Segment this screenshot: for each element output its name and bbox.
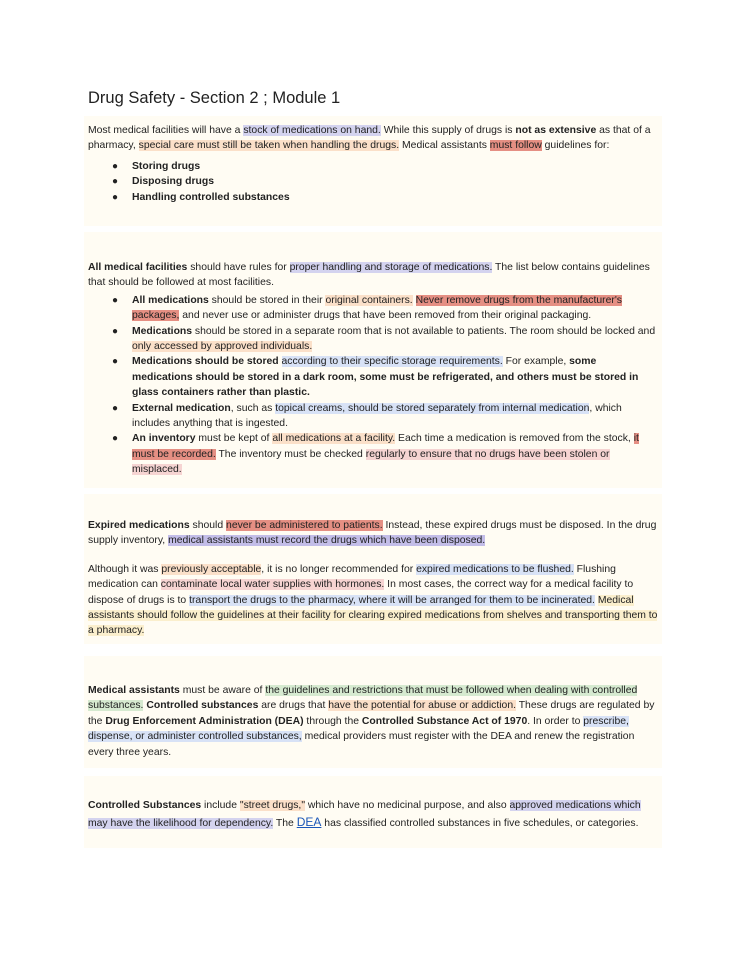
text: as that of a pharmacy, (88, 125, 651, 152)
list-item (112, 401, 656, 432)
text: include (201, 800, 240, 811)
dea-link[interactable]: DEA (296, 815, 322, 829)
list-item (112, 293, 656, 324)
text: For example, (502, 356, 570, 368)
highlight: all medications at a facility. (272, 433, 396, 445)
text: which have no medicinal purpose, and also (305, 800, 510, 811)
highlight: according to their specific storage requirements. (281, 356, 503, 368)
highlight: medical assistants must record the drugs which have been disposed. (168, 535, 486, 547)
bold-text: All medications (132, 294, 209, 306)
bold-text: Controlled Substances (88, 800, 202, 811)
highlight: it must be recorded. (132, 433, 639, 460)
page-title: Drug Safety - Section 2 ; Module 1 (88, 89, 341, 107)
highlight: Never remove drugs from the manufacturer's packages, (132, 294, 623, 322)
highlight: proper handling and storage of medications. (289, 262, 493, 273)
highlight: prescribe, dispense, or administer controlled substances, (88, 715, 629, 743)
rules-list (112, 293, 656, 478)
flushing-paragraph (88, 562, 658, 639)
highlight: regularly to ensure that no drugs have been stolen or misplaced. (132, 448, 610, 476)
list-item-label: Handling controlled substances (132, 191, 290, 203)
highlight: "street drugs," (239, 800, 306, 811)
bold-text: Medical assistants (88, 685, 180, 696)
rules-section (84, 232, 662, 488)
rules-paragraph (88, 260, 658, 291)
text: must be kept of (195, 433, 273, 445)
text: Medications should be stored (132, 356, 282, 368)
intro-paragraph (88, 123, 658, 154)
bold-text: All medical facilities (88, 262, 188, 273)
bold-text: Controlled Substance Act of 1970 (361, 715, 528, 727)
text: Each time a medication is removed from the stock, (395, 433, 634, 445)
text: , such as (230, 402, 276, 414)
bullet-icon: ● (112, 356, 119, 368)
text: should be stored in a separate room that is not available to patients. The room should be locked and (192, 325, 656, 337)
text: Flushing medication can (88, 563, 616, 591)
bullet-icon: ● (112, 160, 119, 172)
text: through the (303, 715, 362, 727)
text: The (273, 818, 297, 829)
list-item (112, 324, 656, 355)
controlled-section (84, 656, 662, 768)
bullet-icon: ● (112, 294, 119, 306)
text: should (189, 520, 227, 531)
text: medical providers must register with the DEA and renew the registration every three years. (88, 731, 635, 758)
highlight: contaminate local water supplies with hormones. (160, 579, 385, 591)
highlight: only accessed by approved individuals. (132, 341, 313, 353)
highlight: never be administered to patients. (226, 520, 383, 531)
highlight: approved medications which may have the likelihood for dependency. (88, 800, 641, 829)
text: The list below contains guidelines that should be followed at most facilities. (88, 262, 650, 289)
highlight: Medical assistants should follow the guidelines at their facility for clearing expired medications from shelves and transporting them to a pharmacy. (88, 594, 658, 637)
text: . In order to (527, 715, 584, 727)
bold-text: External medication (132, 402, 231, 414)
text: are drugs that (258, 700, 329, 712)
bold-text: Expired medications (88, 520, 190, 531)
list-item (112, 354, 656, 400)
text: In most cases, the correct way for a medical facility to dispose of drugs is to (88, 579, 634, 606)
text: Medical assistants (399, 140, 490, 152)
highlight: expired medications to be flushed. (416, 563, 574, 575)
text: has classified controlled substances in five schedules, or categories. (321, 818, 639, 829)
schedules-section (84, 776, 662, 848)
text: guidelines for: (541, 140, 610, 152)
text: These drugs are regulated by the (88, 700, 655, 727)
bullet-icon: ● (112, 176, 119, 188)
expired-paragraph (88, 518, 658, 549)
highlight: the guidelines and restrictions that must be followed when dealing with controlled substances. (88, 685, 638, 712)
bullet-icon: ● (112, 402, 119, 414)
highlight: previously acceptable (161, 563, 262, 575)
expired-section (84, 494, 662, 644)
text: Although it was (88, 563, 162, 575)
highlight: have the potential for abuse or addiction. (328, 700, 516, 712)
bold-text: some medications should be stored in a dark room, some must be refrigerated, and others must be stored in glass containers rather than plastic. (132, 356, 639, 399)
text: and never use or administer drugs that have been removed from their original packaging. (179, 310, 592, 322)
intro-list (112, 159, 658, 205)
bold-text: Controlled substances (146, 700, 259, 712)
bold-text: Drug Enforcement Administration (DEA) (105, 715, 304, 727)
text: While this supply of drugs is (380, 125, 516, 136)
controlled-paragraph (88, 683, 658, 760)
intro-section (84, 116, 662, 226)
highlight: special care must still be taken when handling the drugs. (138, 140, 400, 152)
schedules-paragraph (88, 797, 658, 832)
bullet-icon: ● (112, 325, 119, 337)
list-item (112, 190, 658, 205)
list-item (112, 431, 656, 477)
bullet-icon: ● (112, 191, 119, 203)
list-item (112, 174, 658, 189)
text: should be stored in their (208, 294, 326, 306)
bullet-icon: ● (112, 433, 119, 445)
highlight: original containers. (325, 294, 413, 306)
highlight: stock of medications on hand. (243, 125, 381, 136)
list-item (112, 159, 658, 174)
highlight: transport the drugs to the pharmacy, where it will be arranged for them to be incinerated. (189, 594, 595, 606)
text: The inventory must be checked (215, 448, 366, 460)
text: must be aware of (179, 685, 266, 696)
highlight: topical creams, should be stored separately from internal medication (275, 402, 590, 414)
list-item-label: Storing drugs (132, 160, 201, 172)
text: Instead, these expired drugs must be disposed. In the drug supply inventory, (88, 520, 657, 547)
bold-text: not as extensive (515, 125, 597, 136)
list-item-label: Disposing drugs (132, 176, 214, 188)
bold-text: Medications (132, 325, 193, 337)
highlight: must follow (489, 140, 542, 152)
text: , which includes anything that is ingested. (132, 402, 622, 430)
bold-text: An inventory (132, 433, 196, 445)
text: should have rules for (187, 262, 290, 273)
text: Most medical facilities will have a (88, 125, 244, 136)
text: , it is no longer recommended for (261, 563, 417, 575)
